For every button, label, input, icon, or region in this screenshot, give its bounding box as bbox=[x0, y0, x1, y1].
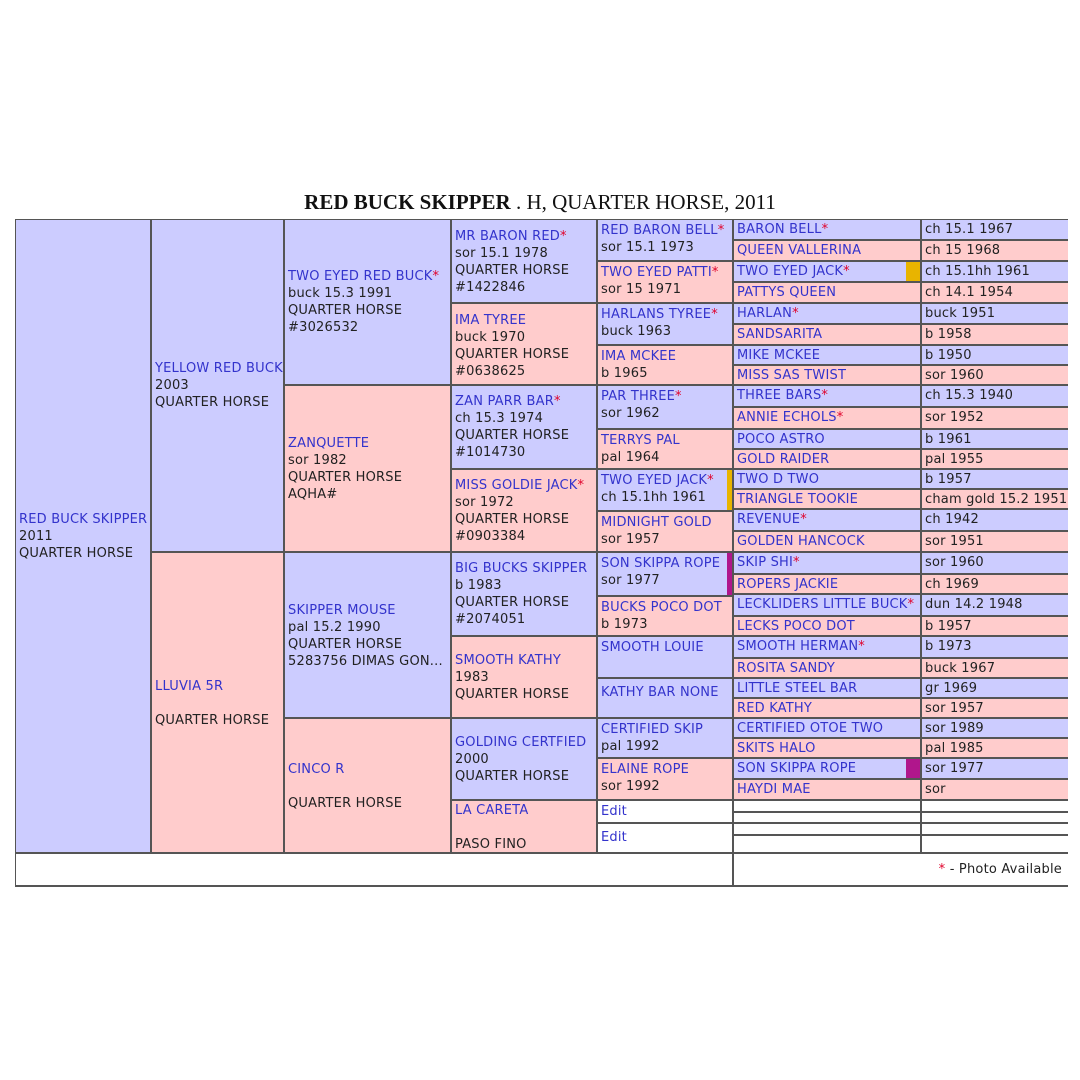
horse-info: sor 1951 bbox=[925, 534, 984, 549]
gen5-info-cell bbox=[922, 659, 1068, 677]
horse-name-link[interactable]: SON SKIPPA ROPE bbox=[737, 761, 857, 776]
horse-name-link[interactable]: SON SKIPPA ROPE bbox=[601, 556, 721, 571]
photo-star-icon: * bbox=[559, 229, 567, 244]
photo-star-icon: * bbox=[711, 265, 719, 280]
gen4-horse bbox=[598, 553, 732, 595]
horse-name-link[interactable]: ROSITA SANDY bbox=[737, 661, 836, 676]
horse-info: b 1958 bbox=[925, 327, 972, 342]
horse-reg: #0903384 bbox=[455, 529, 526, 544]
gen3-horse bbox=[452, 801, 596, 852]
horse-info: 1983 bbox=[455, 670, 489, 685]
color-marker bbox=[727, 470, 732, 510]
photo-star-icon: * bbox=[938, 862, 946, 877]
horse-name-link[interactable]: CERTIFIED SKIP bbox=[601, 722, 704, 737]
gen4-horse bbox=[598, 470, 732, 510]
page-title bbox=[0, 190, 1080, 215]
gen4-horse bbox=[598, 386, 732, 428]
horse-breed: QUARTER HORSE bbox=[455, 687, 570, 702]
sire bbox=[152, 220, 283, 551]
photo-star-icon: * bbox=[675, 389, 682, 404]
gen5-name-cell bbox=[734, 801, 920, 811]
gen4-horse bbox=[598, 430, 732, 468]
horse-reg: 5283756 DIMAS GON... bbox=[288, 654, 443, 669]
gen3-horse bbox=[452, 637, 596, 717]
gen5-name-cell bbox=[734, 699, 920, 717]
gen4-horse bbox=[598, 719, 732, 757]
horse-name-link[interactable]: TWO EYED RED BUCK bbox=[288, 269, 433, 284]
photo-star-icon: * bbox=[821, 388, 829, 403]
gen3-horse bbox=[452, 553, 596, 635]
gen3-horse bbox=[452, 304, 596, 384]
photo-star-icon: * bbox=[432, 269, 440, 284]
gen5-name-cell bbox=[734, 430, 920, 448]
gen5-name-cell bbox=[734, 510, 920, 530]
horse-name-link[interactable]: ROPERS JACKIE bbox=[737, 577, 839, 592]
horse-name-link[interactable]: TWO EYED PATTI bbox=[601, 265, 712, 280]
horse-info: ch 14.1 1954 bbox=[925, 285, 1014, 300]
gen4-horse bbox=[598, 597, 732, 635]
gen5-info-cell bbox=[922, 824, 1068, 834]
gen4-horse bbox=[598, 304, 732, 344]
gen5-name-cell bbox=[734, 553, 920, 573]
horse-name-link[interactable]: SANDSARITA bbox=[737, 327, 823, 342]
horse-name-link[interactable]: PAR THREE bbox=[601, 389, 676, 404]
edit-link[interactable]: Edit bbox=[601, 830, 627, 845]
gen5-info-cell bbox=[922, 283, 1068, 302]
gen5-name-cell bbox=[734, 759, 920, 778]
title-details: . H, QUARTER HORSE, 2011 bbox=[515, 190, 776, 214]
horse-breed: QUARTER HORSE bbox=[288, 796, 403, 811]
horse-info: sor 1960 bbox=[925, 368, 984, 383]
photo-star-icon: * bbox=[858, 639, 865, 654]
gen3-horse bbox=[452, 719, 596, 799]
horse-info: ch 15.1hh 1961 bbox=[601, 490, 706, 505]
horse-name-link[interactable]: MIKE MCKEE bbox=[737, 348, 821, 363]
gen5-info-cell bbox=[922, 759, 1068, 778]
gen5-info-cell bbox=[922, 679, 1068, 697]
gen5-info-cell bbox=[922, 346, 1068, 364]
horse-breed: QUARTER HORSE bbox=[288, 470, 403, 485]
horse-info: cham gold 15.2 1951 bbox=[925, 492, 1068, 507]
sire-name-link[interactable]: YELLOW RED BUCK bbox=[155, 361, 283, 376]
gen5-info-cell bbox=[922, 617, 1068, 635]
gen4-horse bbox=[598, 679, 732, 717]
horse-info bbox=[288, 778, 447, 795]
horse-info: buck 15.3 1991 bbox=[288, 286, 393, 301]
horse-name-link[interactable]: SKITS HALO bbox=[737, 741, 816, 756]
gen5-name-cell bbox=[734, 617, 920, 635]
horse-name-link[interactable]: SKIPPER MOUSE bbox=[288, 603, 396, 618]
granddam-maternal bbox=[285, 719, 450, 852]
horse-name-link[interactable]: RED KATHY bbox=[737, 701, 813, 716]
sire-year: 2003 bbox=[155, 378, 189, 393]
title-horse-name: RED BUCK SKIPPER bbox=[304, 190, 511, 214]
grandsire-maternal bbox=[285, 553, 450, 717]
horse-name-link[interactable]: IMA MCKEE bbox=[601, 349, 677, 364]
gen5-info-cell bbox=[922, 575, 1068, 593]
horse-name-link[interactable]: LECKS POCO DOT bbox=[737, 619, 855, 634]
horse-breed: QUARTER HORSE bbox=[455, 428, 570, 443]
horse-breed: QUARTER HORSE bbox=[288, 637, 403, 652]
gen5-info-cell bbox=[922, 637, 1068, 657]
gen5-name-cell bbox=[734, 637, 920, 657]
horse-name-link[interactable]: HARLANS TYREE bbox=[601, 307, 712, 322]
photo-star-icon: * bbox=[577, 478, 585, 493]
gen5-info-cell bbox=[922, 801, 1068, 811]
gen3-horse bbox=[452, 220, 596, 302]
horse-name-link[interactable]: BUCKS POCO DOT bbox=[601, 600, 722, 615]
horse-name-link[interactable]: GOLDING CERTFIED bbox=[455, 735, 587, 750]
horse-info: buck 1951 bbox=[925, 306, 996, 321]
gen5-name-cell bbox=[734, 346, 920, 364]
horse-reg: #0638625 bbox=[455, 364, 526, 379]
horse-info bbox=[455, 819, 593, 836]
gen5-name-cell bbox=[734, 386, 920, 406]
gen5-info-cell bbox=[922, 408, 1068, 428]
footer-legend bbox=[734, 854, 1068, 885]
horse-name-link[interactable]: SMOOTH KATHY bbox=[455, 653, 562, 668]
horse-info: sor 1957 bbox=[601, 532, 660, 547]
dam-name-link[interactable]: LLUVIA 5R bbox=[155, 679, 224, 694]
horse-info: sor 15 1971 bbox=[601, 282, 682, 297]
horse-info: b 1961 bbox=[925, 432, 972, 447]
horse-info: sor 1972 bbox=[455, 495, 514, 510]
gen5-info-cell bbox=[922, 836, 1068, 852]
gen5-info-cell bbox=[922, 470, 1068, 488]
horse-info: sor 15.1 1973 bbox=[601, 240, 694, 255]
horse-breed: QUARTER HORSE bbox=[288, 303, 403, 318]
horse-info: ch 15 1968 bbox=[925, 243, 1001, 258]
horse-name-link[interactable]: MISS GOLDIE JACK bbox=[455, 478, 578, 493]
photo-star-icon: * bbox=[793, 555, 800, 570]
gen4-horse bbox=[598, 637, 732, 677]
horse-info: ch 15.1 1967 bbox=[925, 222, 1014, 237]
horse-info: ch 15.1hh 1961 bbox=[925, 264, 1030, 279]
gen5-name-cell bbox=[734, 283, 920, 302]
horse-name-link[interactable]: TWO EYED JACK bbox=[601, 473, 708, 488]
gen5-name-cell bbox=[734, 366, 920, 384]
horse-name-link[interactable]: MR BARON RED bbox=[455, 229, 560, 244]
horse-name-link[interactable]: HARLAN bbox=[737, 306, 793, 321]
gen5-info-cell bbox=[922, 366, 1068, 384]
gen5-name-cell bbox=[734, 836, 920, 852]
photo-star-icon: * bbox=[800, 512, 807, 527]
horse-name-link[interactable]: QUEEN VALLERINA bbox=[737, 243, 862, 258]
horse-name-link[interactable]: GOLDEN HANCOCK bbox=[737, 534, 865, 549]
photo-star-icon: * bbox=[843, 264, 850, 279]
horse-reg: #2074051 bbox=[455, 612, 526, 627]
horse-info: gr 1969 bbox=[925, 681, 978, 696]
horse-info: pal 15.2 1990 bbox=[288, 620, 381, 635]
gen5-name-cell bbox=[734, 575, 920, 593]
horse-name-link[interactable]: IMA TYREE bbox=[455, 313, 527, 328]
horse-info: sor 1960 bbox=[925, 555, 984, 570]
horse-name-link[interactable]: TWO EYED JACK bbox=[737, 264, 844, 279]
horse-info: ch 15.3 1974 bbox=[455, 411, 544, 426]
gen4-horse bbox=[598, 759, 732, 799]
horse-name-link[interactable]: SMOOTH HERMAN bbox=[737, 639, 859, 654]
color-marker bbox=[906, 262, 920, 281]
horse-info: pal 1955 bbox=[925, 452, 984, 467]
color-marker bbox=[727, 553, 732, 595]
horse-info: buck 1967 bbox=[925, 661, 996, 676]
photo-legend-text: - Photo Available bbox=[945, 862, 1062, 877]
horse-info: b 1965 bbox=[601, 366, 648, 381]
gen5-name-cell bbox=[734, 780, 920, 799]
gen5-info-cell bbox=[922, 719, 1068, 737]
horse-breed: PASO FINO bbox=[455, 837, 527, 852]
horse-reg: #1014730 bbox=[455, 445, 526, 460]
gen5-info-cell bbox=[922, 430, 1068, 448]
gen3-horse bbox=[452, 386, 596, 468]
horse-name-link[interactable]: THREE BARS bbox=[737, 388, 822, 403]
horse-name-link[interactable]: KATHY BAR NONE bbox=[601, 685, 719, 700]
horse-reg: #1422846 bbox=[455, 280, 526, 295]
gen5-info-cell bbox=[922, 450, 1068, 468]
gen5-name-cell bbox=[734, 470, 920, 488]
horse-info: sor 1982 bbox=[288, 453, 347, 468]
sire-breed: QUARTER HORSE bbox=[155, 395, 270, 410]
horse-info: sor bbox=[925, 782, 946, 797]
horse-breed: QUARTER HORSE bbox=[455, 263, 570, 278]
gen5-name-cell bbox=[734, 679, 920, 697]
horse-info: 2000 bbox=[455, 752, 489, 767]
horse-name-link[interactable]: HAYDI MAE bbox=[737, 782, 811, 797]
gen5-info-cell bbox=[922, 262, 1068, 281]
horse-info: sor 1989 bbox=[925, 721, 984, 736]
horse-info: b 1957 bbox=[925, 619, 972, 634]
horse-breed: QUARTER HORSE bbox=[455, 512, 570, 527]
gen5-info-cell bbox=[922, 739, 1068, 757]
horse-name-link[interactable]: ZAN PARR BAR bbox=[455, 394, 554, 409]
horse-info: sor 1992 bbox=[601, 779, 660, 794]
gen5-name-cell bbox=[734, 450, 920, 468]
horse-reg: AQHA# bbox=[288, 487, 338, 502]
horse-name-link[interactable]: ANNIE ECHOLS bbox=[737, 410, 837, 425]
horse-name-link[interactable]: RED BARON BELL bbox=[601, 223, 718, 238]
horse-name-link[interactable]: REVENUE bbox=[737, 512, 801, 527]
horse-info: ch 1969 bbox=[925, 577, 980, 592]
gen5-info-cell bbox=[922, 490, 1068, 508]
gen5-name-cell bbox=[734, 739, 920, 757]
gen5-name-cell bbox=[734, 659, 920, 677]
gen3-horse bbox=[452, 470, 596, 551]
horse-info: pal 1985 bbox=[925, 741, 984, 756]
gen5-name-cell bbox=[734, 813, 920, 822]
horse-info: buck 1963 bbox=[601, 324, 672, 339]
horse-info: ch 1942 bbox=[925, 512, 980, 527]
horse-name-link[interactable]: SMOOTH LOUIE bbox=[601, 640, 704, 655]
photo-star-icon: * bbox=[717, 223, 725, 238]
gen4-horse bbox=[598, 220, 732, 260]
gen5-name-cell bbox=[734, 262, 920, 281]
horse-breed: QUARTER HORSE bbox=[455, 595, 570, 610]
gen5-info-cell bbox=[922, 813, 1068, 822]
horse-name-link[interactable]: BIG BUCKS SKIPPER bbox=[455, 561, 588, 576]
gen4-horse bbox=[598, 346, 732, 384]
photo-star-icon: * bbox=[707, 473, 714, 488]
subject-name-link[interactable]: RED BUCK SKIPPER bbox=[19, 512, 148, 527]
edit-link[interactable]: Edit bbox=[601, 804, 627, 819]
horse-info: b 1957 bbox=[925, 472, 972, 487]
gen4-horse bbox=[598, 512, 732, 551]
horse-info: buck 1970 bbox=[455, 330, 526, 345]
color-marker bbox=[906, 759, 920, 778]
gen5-info-cell bbox=[922, 699, 1068, 717]
horse-info: b 1950 bbox=[925, 348, 972, 363]
gen5-name-cell bbox=[734, 408, 920, 428]
photo-star-icon: * bbox=[792, 306, 799, 321]
horse-name-link[interactable]: ELAINE ROPE bbox=[601, 762, 690, 777]
dam-year bbox=[155, 695, 280, 712]
subject-year: 2011 bbox=[19, 529, 53, 544]
horse-info: sor 1957 bbox=[925, 701, 984, 716]
horse-info: sor 1962 bbox=[601, 406, 660, 421]
horse-name-link[interactable]: SKIP SHI bbox=[737, 555, 794, 570]
horse-name-link[interactable]: TWO D TWO bbox=[737, 472, 820, 487]
gen5-name-cell bbox=[734, 824, 920, 834]
horse-name-link[interactable]: PATTYS QUEEN bbox=[737, 285, 837, 300]
gen5-info-cell bbox=[922, 304, 1068, 323]
horse-name-link[interactable]: BARON BELL bbox=[737, 222, 822, 237]
horse-info: sor 1952 bbox=[925, 410, 984, 425]
gen5-info-cell bbox=[922, 553, 1068, 573]
dam-breed: QUARTER HORSE bbox=[155, 713, 270, 728]
pedigree-chart bbox=[15, 219, 1068, 887]
gen5-name-cell bbox=[734, 719, 920, 737]
horse-info: pal 1992 bbox=[601, 739, 660, 754]
horse-name-link[interactable]: LECKLIDERS LITTLE BUCK bbox=[737, 597, 908, 612]
footer-left bbox=[16, 854, 732, 885]
horse-info: b 1973 bbox=[601, 617, 648, 632]
gen4-edit-cell bbox=[598, 824, 732, 852]
horse-name-link[interactable]: TRIANGLE TOOKIE bbox=[737, 492, 859, 507]
gen5-name-cell bbox=[734, 325, 920, 344]
gen5-info-cell bbox=[922, 220, 1068, 239]
horse-info: sor 1977 bbox=[601, 573, 660, 588]
gen5-name-cell bbox=[734, 595, 920, 615]
horse-name-link[interactable]: MIDNIGHT GOLD bbox=[601, 515, 712, 530]
horse-reg: #3026532 bbox=[288, 320, 359, 335]
horse-name-link[interactable]: LA CARETA bbox=[455, 803, 529, 818]
gen5-name-cell bbox=[734, 304, 920, 323]
gen5-info-cell bbox=[922, 386, 1068, 406]
dam bbox=[152, 553, 283, 852]
horse-name-link[interactable]: CINCO R bbox=[288, 762, 345, 777]
gen5-info-cell bbox=[922, 325, 1068, 344]
gen4-horse bbox=[598, 262, 732, 302]
gen5-name-cell bbox=[734, 220, 920, 239]
horse-name-link[interactable]: LITTLE STEEL BAR bbox=[737, 681, 858, 696]
photo-star-icon: * bbox=[821, 222, 829, 237]
gen5-name-cell bbox=[734, 490, 920, 508]
gen4-edit-cell bbox=[598, 801, 732, 822]
horse-info: dun 14.2 1948 bbox=[925, 597, 1023, 612]
gen5-info-cell bbox=[922, 241, 1068, 260]
gen5-info-cell bbox=[922, 595, 1068, 615]
photo-star-icon: * bbox=[554, 394, 561, 409]
grandsire-paternal bbox=[285, 220, 450, 384]
horse-name-link[interactable]: CERTIFIED OTOE TWO bbox=[737, 721, 884, 736]
photo-star-icon: * bbox=[907, 597, 915, 612]
gen5-info-cell bbox=[922, 510, 1068, 530]
horse-name-link[interactable]: ZANQUETTE bbox=[288, 436, 370, 451]
photo-star-icon: * bbox=[711, 307, 718, 322]
horse-breed: QUARTER HORSE bbox=[455, 347, 570, 362]
horse-name-link[interactable]: POCO ASTRO bbox=[737, 432, 825, 447]
horse-name-link[interactable]: MISS SAS TWIST bbox=[737, 368, 847, 383]
photo-legend bbox=[939, 861, 1062, 878]
horse-name-link[interactable]: TERRYS PAL bbox=[601, 433, 680, 448]
horse-info: sor 15.1 1978 bbox=[455, 246, 548, 261]
horse-info: b 1983 bbox=[455, 578, 502, 593]
gen5-info-cell bbox=[922, 532, 1068, 551]
horse-info: sor 1977 bbox=[925, 761, 984, 776]
subject-horse bbox=[16, 220, 150, 852]
gen5-name-cell bbox=[734, 241, 920, 260]
gen5-info-cell bbox=[922, 780, 1068, 799]
gen5-name-cell bbox=[734, 532, 920, 551]
horse-info: pal 1964 bbox=[601, 450, 660, 465]
horse-info: ch 15.3 1940 bbox=[925, 388, 1014, 403]
granddam-paternal bbox=[285, 386, 450, 551]
subject-breed: QUARTER HORSE bbox=[19, 546, 134, 561]
horse-info: b 1973 bbox=[925, 639, 972, 654]
horse-name-link[interactable]: GOLD RAIDER bbox=[737, 452, 830, 467]
horse-breed: QUARTER HORSE bbox=[455, 769, 570, 784]
photo-star-icon: * bbox=[836, 410, 844, 425]
